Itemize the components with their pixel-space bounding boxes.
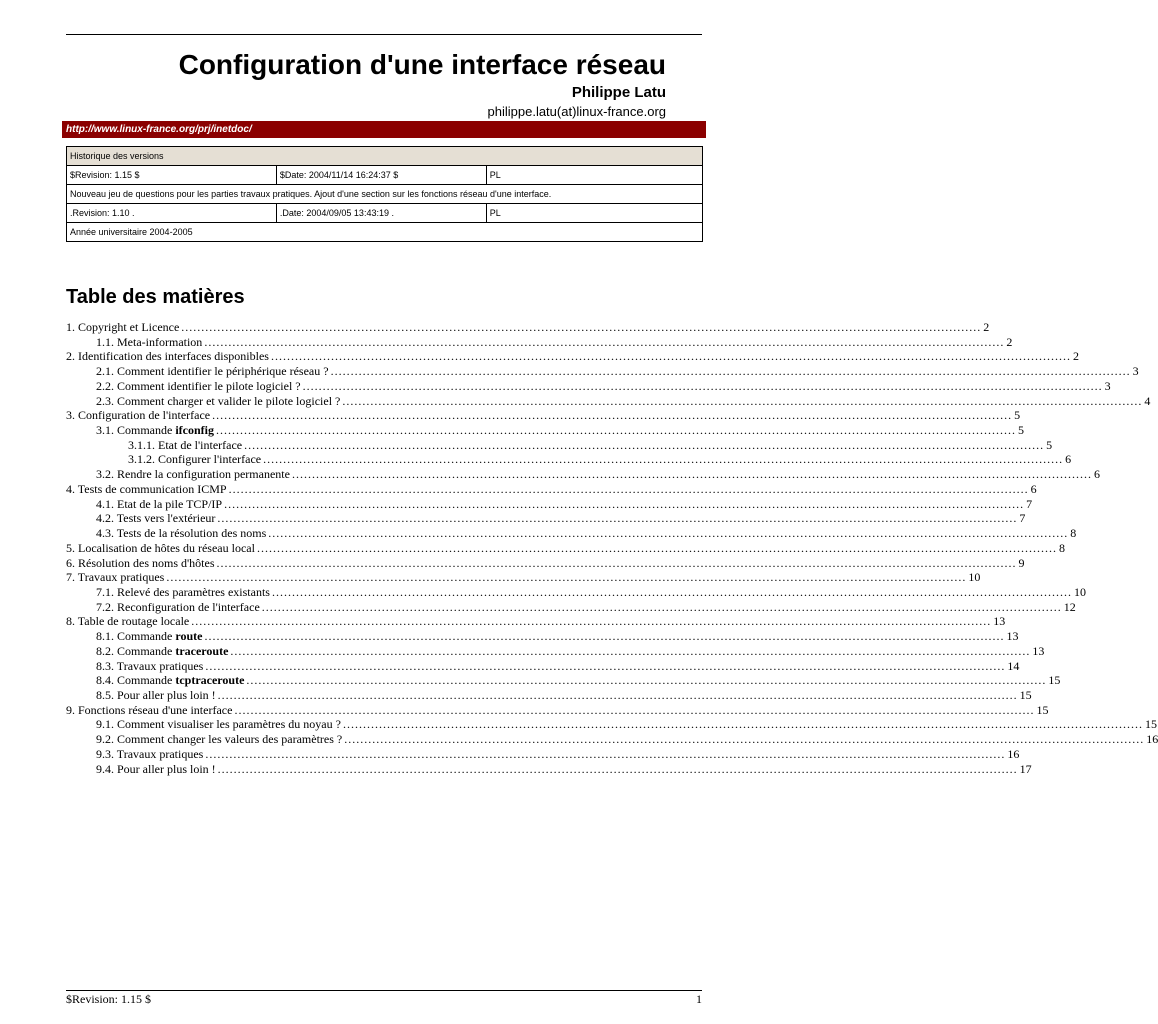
toc-leader-dots: ........................................................................................................................................................................................................ [342, 717, 1143, 732]
toc-entry-title[interactable] [96, 497, 222, 511]
toc-entry-page: 5 [1046, 437, 1053, 452]
toc-leader-dots: ........................................................................................................................................................................................................ [271, 584, 1072, 599]
toc-leader-dots: ........................................................................................................................................................................................................ [342, 393, 1143, 408]
toc-entry-label: Etat de la pile TCP/IP [117, 496, 223, 511]
history-author: PL [486, 166, 702, 185]
toc-entry-title[interactable] [96, 335, 202, 349]
toc-leader-dots: ........................................................................................................................................................................................................ [205, 658, 1006, 673]
toc-entry-label: Travaux pratiques [116, 746, 204, 761]
toc-entry-number: 4.2. [96, 511, 117, 526]
toc-entry-page: 8 [1058, 540, 1065, 555]
toc-entry-page: 5 [1018, 423, 1024, 438]
toc-entry-page: 5 [1014, 408, 1021, 423]
toc-entry-number: 3. [66, 408, 78, 423]
toc-entry-label: Commande [117, 673, 176, 688]
url-banner[interactable] [62, 121, 706, 138]
toc-entry-page: 14 [1007, 658, 1020, 673]
toc-entry[interactable] [66, 761, 1032, 777]
toc-entry-label: Rendre la configuration permanente [117, 467, 290, 482]
top-rule [66, 34, 702, 35]
toc-entry[interactable] [66, 511, 1026, 526]
toc-entry-label: Relevé des paramètres existants [117, 584, 270, 599]
toc-leader-dots: ........................................................................................................................................................................................................ [181, 320, 982, 334]
toc-entry-label: Comment identifier le périphérique réseau ? [117, 364, 329, 379]
toc-entry-title[interactable] [96, 717, 341, 731]
toc-entry[interactable] [66, 378, 1111, 394]
toc-entry-label: Configurer l'interface [158, 452, 262, 467]
toc-entry-number: 3.1.1. [128, 437, 158, 452]
toc-entry-label: Commande [117, 423, 176, 438]
toc-entry-number: 9.4. [96, 761, 117, 776]
toc-entry-title[interactable] [96, 629, 202, 643]
toc-entry-label: Travaux pratiques [116, 658, 204, 673]
history-row [67, 204, 703, 223]
toc-leader-dots: ........................................................................................................................................................................................................ [256, 540, 1057, 555]
toc-entry-page: 13 [1006, 629, 1019, 644]
toc-entry-label: Pour aller plus loin ! [117, 761, 216, 776]
toc-entry-number: 8.5. [96, 687, 117, 702]
toc-entry-number: 8.2. [96, 643, 117, 658]
author-name: Philippe Latu [571, 84, 666, 101]
toc-entry-number: 5. [66, 540, 78, 555]
toc-entry-label: Meta-information [117, 334, 203, 349]
toc-entry-title[interactable] [66, 320, 179, 334]
toc-entry-number: 8.1. [96, 629, 117, 644]
toc-entry-label: Tests vers l'extérieur [116, 511, 216, 526]
toc-entry-page: 7 [1026, 496, 1033, 511]
history-heading-row [67, 147, 703, 166]
history-author: PL [486, 204, 702, 223]
toc-leader-dots: ........................................................................................................................................................................................................ [217, 687, 1018, 702]
toc-entry-page: 3 [1104, 378, 1111, 393]
toc-leader-dots: ........................................................................................................................................................................................................ [216, 555, 1017, 570]
toc-entry-label: Résolution des noms d'hôtes [78, 555, 215, 570]
toc-entry-title[interactable] [96, 585, 270, 599]
toc-entry[interactable] [66, 481, 1037, 497]
toc-entry-page: 8 [1070, 526, 1077, 541]
toc-entry-number: 2.2. [96, 378, 117, 393]
toc-entry-label: Pour aller plus loin ! [117, 687, 216, 702]
toc-entry[interactable] [66, 452, 1072, 467]
toc-leader-dots: ........................................................................................................................................................................................................ [261, 599, 1062, 614]
toc-entry-label: Identification des interfaces disponibles [78, 349, 269, 364]
history-revision: .Revision: 1.10 . [67, 204, 277, 223]
toc-entry-title[interactable] [128, 438, 242, 452]
toc-entry-command: tcptraceroute [175, 673, 245, 688]
toc-entry-number: 3.1. [96, 423, 117, 438]
toc-entry-command: traceroute [175, 643, 229, 658]
toc-entry-title[interactable] [96, 732, 342, 746]
toc-entry-label: Comment charger et valider le pilote logiciel ? [117, 393, 341, 408]
history-note: Année universitaire 2004-2005 [67, 223, 703, 242]
toc-entry[interactable] [66, 570, 981, 585]
toc-entry-page: 9 [1018, 555, 1025, 570]
toc-entry-label: Etat de l'interface [158, 437, 243, 452]
toc-entry-page: 10 [1073, 584, 1086, 599]
toc-leader-dots: ........................................................................................................................................................................................................ [302, 378, 1103, 393]
toc-entry-command: route [175, 629, 203, 644]
toc-entry-page: 16 [1146, 732, 1158, 747]
toc-entry-title[interactable] [96, 526, 266, 540]
url-link[interactable]: http://www.linux-france.org/prj/inetdoc/ [66, 124, 252, 135]
toc-entry-label: Commande [117, 629, 176, 644]
toc-entry[interactable] [66, 643, 1045, 659]
toc-entry[interactable] [66, 746, 1020, 762]
toc-leader-dots: ........................................................................................................................................................................................................ [191, 614, 992, 629]
toc-entry-page: 6 [1030, 481, 1037, 496]
toc-entry-page: 2 [1006, 334, 1013, 349]
toc-entry-number: 3.1.2. [128, 452, 158, 467]
toc-entry[interactable] [66, 423, 1024, 438]
toc-entry-number: 8. [66, 614, 78, 629]
toc-entry-page: 15 [1036, 702, 1049, 717]
toc-entry-title[interactable] [96, 747, 203, 761]
toc-entry-title[interactable] [96, 394, 340, 408]
toc-leader-dots: ........................................................................................................................................................................................................ [244, 437, 1045, 452]
toc-entry-number: 8.4. [96, 673, 117, 688]
toc-entry[interactable] [66, 717, 1157, 732]
toc-entry-number: 2.3. [96, 393, 117, 408]
toc-entry-title[interactable] [96, 364, 329, 378]
toc-entry-title[interactable] [66, 556, 215, 570]
toc-entry[interactable] [66, 437, 1053, 453]
toc-entry-number: 1. [66, 320, 78, 334]
toc-entry-label: Localisation de hôtes du réseau local [78, 540, 255, 555]
toc-leader-dots: ........................................................................................................................................................................................................ [291, 467, 1092, 482]
toc-entry-label: Tests de la résolution des noms [116, 526, 267, 541]
toc-entry-number: 7. [66, 570, 78, 585]
toc-entry[interactable] [66, 393, 1151, 409]
toc-entry-number: 2.1. [96, 364, 117, 379]
toc-entry-command: ifconfig [175, 423, 214, 438]
toc-entry-label: Travaux pratiques [77, 570, 165, 585]
table-of-contents [66, 320, 1158, 776]
toc-leader-dots: ........................................................................................................................................................................................................ [204, 629, 1005, 644]
toc-entry-page: 3 [1132, 364, 1139, 379]
toc-entry-number: 4.3. [96, 526, 117, 541]
toc-entry-number: 7.1. [96, 584, 117, 599]
toc-entry-page: 6 [1065, 452, 1072, 467]
toc-entry[interactable] [66, 614, 1006, 629]
toc-entry[interactable] [66, 540, 1065, 556]
toc-entry-page: 6 [1093, 467, 1100, 482]
toc-entry[interactable] [66, 408, 1021, 423]
toc-leader-dots: ........................................................................................................................................................................................................ [212, 408, 1013, 423]
toc-entry-page: 15 [1144, 717, 1157, 732]
document-title: Configuration d'une interface réseau [178, 49, 666, 80]
toc-entry-page: 10 [968, 570, 981, 585]
bottom-rule [66, 990, 702, 991]
toc-entry-number: 7.2. [96, 599, 117, 614]
toc-entry-label: Comment changer les valeurs des paramètres ? [117, 732, 343, 747]
toc-entry[interactable] [66, 673, 1061, 688]
toc-entry-title[interactable] [128, 452, 261, 466]
history-row [67, 185, 703, 204]
toc-entry-title[interactable] [96, 423, 214, 437]
toc-entry[interactable] [66, 687, 1032, 703]
toc-entry-page: 2 [1072, 349, 1079, 364]
toc-entry-title[interactable] [96, 511, 215, 525]
toc-leader-dots: ........................................................................................................................................................................................................ [166, 570, 967, 585]
toc-entry-label: Configuration de l'interface [78, 408, 211, 423]
toc-entry-page: 15 [1019, 687, 1032, 702]
toc-entry-title[interactable] [96, 644, 228, 658]
toc-entry-label: Reconfiguration de l'interface [117, 599, 260, 614]
toc-leader-dots: ........................................................................................................................................................................................................ [230, 643, 1031, 658]
toc-entry[interactable] [66, 349, 1079, 364]
toc-leader-dots: ........................................................................................................................................................................................................ [246, 673, 1047, 688]
toc-entry-title[interactable] [96, 688, 216, 702]
toc-entry-title[interactable] [66, 482, 227, 496]
toc-entry-number: 9.3. [96, 746, 117, 761]
history-heading: Historique des versions [67, 147, 703, 166]
toc-entry[interactable] [66, 364, 1139, 379]
footer-revision: $Revision: 1.15 $ [66, 992, 152, 1006]
toc-entry-label: Comment visualiser les paramètres du noyau ? [117, 717, 341, 732]
toc-leader-dots: ........................................................................................................................................................................................................ [204, 334, 1005, 349]
toc-entry[interactable] [66, 526, 1077, 541]
toc-leader-dots: ........................................................................................................................................................................................................ [268, 526, 1069, 541]
history-date: $Date: 2004/11/14 16:24:37 $ [276, 166, 486, 185]
toc-entry-title[interactable] [66, 541, 255, 555]
toc-entry-page: 4 [1144, 393, 1151, 408]
toc-entry-page: 13 [993, 614, 1006, 629]
toc-entry-number: 1.1. [96, 334, 117, 349]
toc-entry-page: 16 [1007, 746, 1020, 761]
toc-leader-dots: ........................................................................................................................................................................................................ [270, 349, 1071, 364]
toc-entry-page: 2 [983, 320, 990, 334]
toc-entry-title[interactable] [96, 673, 244, 687]
toc-leader-dots: ........................................................................................................................................................................................................ [216, 423, 1016, 438]
toc-entry-page: 7 [1019, 511, 1026, 526]
toc-entry-title[interactable] [96, 600, 260, 614]
toc-entry-label: Copyright et Licence [78, 320, 180, 334]
toc-leader-dots: ........................................................................................................................................................................................................ [217, 511, 1018, 526]
toc-leader-dots: ........................................................................................................................................................................................................ [330, 364, 1131, 379]
toc-entry-number: 9. [66, 702, 78, 717]
toc-entry-title[interactable] [66, 570, 164, 584]
toc-leader-dots: ........................................................................................................................................................................................................ [217, 761, 1018, 776]
toc-entry-title[interactable] [66, 614, 189, 628]
toc-entry[interactable] [66, 658, 1020, 674]
toc-entry-label: Tests de communication ICMP [77, 481, 227, 496]
toc-entry-number: 9.2. [96, 732, 117, 747]
toc-entry-title[interactable] [66, 349, 269, 363]
toc-title: Table des matières [66, 286, 245, 308]
toc-entry-title[interactable] [96, 659, 203, 673]
toc-entry[interactable] [66, 334, 1013, 350]
toc-leader-dots: ........................................................................................................................................................................................................ [234, 702, 1035, 717]
toc-entry-number: 4. [66, 481, 78, 496]
toc-entry-title[interactable] [66, 408, 210, 422]
footer-page-number: 1 [696, 992, 702, 1006]
toc-entry-number: 8.3. [96, 658, 117, 673]
toc-entry-number: 2. [66, 349, 78, 364]
toc-entry[interactable] [66, 496, 1033, 512]
toc-entry[interactable] [66, 702, 1049, 718]
revision-history-table [66, 146, 703, 242]
toc-entry-title[interactable] [96, 379, 301, 393]
history-row [67, 166, 703, 185]
history-note: Nouveau jeu de questions pour les parties travaux pratiques. Ajout d'une section sur les fonctions réseau d'une interface. [67, 185, 703, 204]
toc-entry-label: Commande [117, 643, 176, 658]
history-row [67, 223, 703, 242]
author-email: philippe.latu(at)linux-france.org [487, 104, 666, 119]
toc-entry-page: 15 [1048, 673, 1061, 688]
toc-entry[interactable] [66, 320, 990, 335]
toc-leader-dots: ........................................................................................................................................................................................................ [224, 496, 1025, 511]
toc-entry-label: Table de routage locale [77, 614, 190, 629]
toc-entry-number: 9.1. [96, 717, 117, 732]
toc-entry-title[interactable] [96, 762, 216, 776]
toc-entry[interactable] [66, 467, 1100, 482]
toc-entry-label: Fonctions réseau d'une interface [78, 702, 233, 717]
toc-entry-page: 13 [1032, 643, 1045, 658]
toc-entry-number: 3.2. [96, 467, 117, 482]
toc-entry-page: 17 [1019, 761, 1032, 776]
toc-entry-title[interactable] [96, 467, 290, 481]
toc-entry-label: Comment identifier le pilote logiciel ? [117, 378, 301, 393]
toc-leader-dots: ........................................................................................................................................................................................................ [228, 481, 1029, 496]
toc-entry-page: 12 [1063, 599, 1076, 614]
toc-leader-dots: ........................................................................................................................................................................................................ [263, 452, 1064, 467]
toc-leader-dots: ........................................................................................................................................................................................................ [205, 746, 1006, 761]
toc-entry-number: 6. [66, 555, 78, 570]
history-revision: $Revision: 1.15 $ [67, 166, 277, 185]
toc-leader-dots: ........................................................................................................................................................................................................ [344, 732, 1145, 747]
toc-entry[interactable] [66, 555, 1025, 571]
toc-entry[interactable] [66, 599, 1076, 615]
toc-entry[interactable] [66, 584, 1086, 600]
toc-entry-number: 4.1. [96, 496, 117, 511]
toc-entry[interactable] [66, 629, 1019, 644]
history-date: .Date: 2004/09/05 13:43:19 . [276, 204, 486, 223]
toc-entry-title[interactable] [66, 703, 232, 717]
toc-entry[interactable] [66, 732, 1158, 747]
